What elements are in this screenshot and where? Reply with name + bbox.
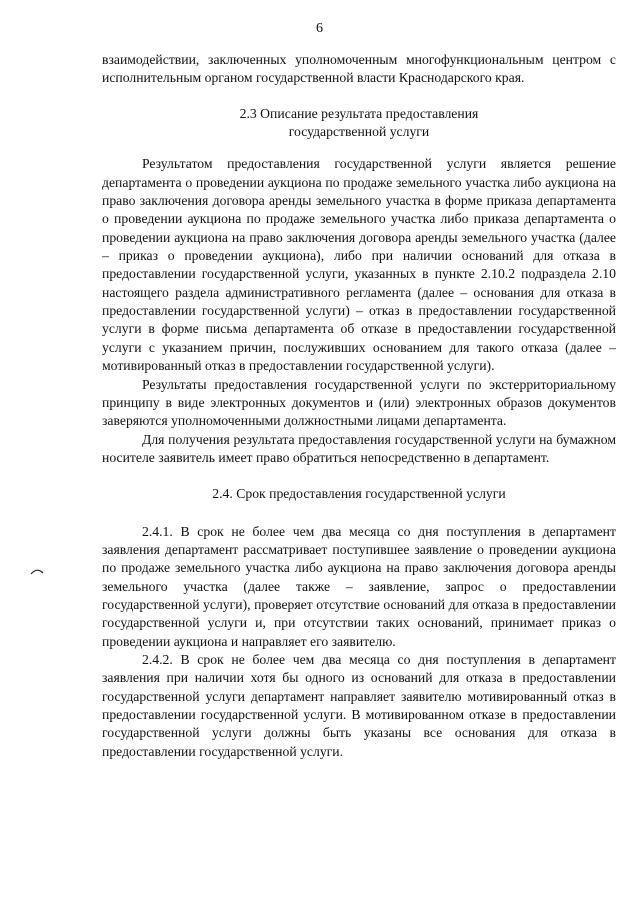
document-body	[102, 51, 616, 761]
paragraph-2-4-2: 2.4.2. В срок не более чем два месяца со дня поступления в департамент заявления при наличии хотя бы одного из оснований для отказа в предоставлении государственной услуги департамент направляет заявителю мотивированный отказ в предоставлении государственной услуги. В мотивированном отказе в предоставлении государственной услуги должны быть указаны все основания для отказа в предоставлении государственной услуги.	[102, 651, 616, 759]
paragraph-paper-result: Для получения результата предоставления государственной услуги на бумажном носителе заявитель имеет право обратиться непосредственно в департамент.	[102, 431, 616, 465]
section-heading-2-4: 2.4. Срок предоставления государственной услуги	[212, 486, 506, 502]
section-heading-2-3	[102, 105, 616, 142]
paragraph-result: Результатом предоставления государственной услуги является решение департамента о проведении аукциона по продаже земельного участка либо аукциона на право заключения договора аренды земельного участка в форме приказа департамента о проведении аукциона по продаже земельного участка либо приказа департамента о проведении аукциона на право заключения договора аренды земельного участка (далее – приказ о проведении аукциона), либо при наличии оснований для отказа в предоставлении государственной услуги, указанных в пункте 2.10.2 подраздела 2.10 настоящего раздела административного регламента (далее – основания для отказа в предоставлении государственной услуги) – отказ в предоставлении государственной услуги в форме письма департамента об отказе в предоставлении государственной услуги с указанием причин, послуживших основанием для такого отказа (далее – мотивированный отказ в предоставлении государственной услуги).	[102, 156, 616, 374]
page-number: 6	[316, 21, 323, 36]
section-heading-2-3-line2: государственной услуги	[288, 124, 430, 140]
intro-paragraph: взаимодействии, заключенных уполномоченным многофункциональным центром с исполнительным органом государственной власти Краснодарского края.	[102, 52, 616, 86]
paragraph-results-extraterritorial: Результаты предоставления государственной услуги по экстерриториальному принципу в виде электронных документов и (или) электронных образов документов заверяются уполномоченными должностными лицами департамента.	[102, 376, 616, 429]
margin-mark	[30, 566, 44, 576]
paragraph-2-4-1: 2.4.1. В срок не более чем два месяца со дня поступления в департамент заявления департамент рассматривает поступившее заявление о проведении аукциона по продаже земельного участка либо аукциона на право заключения договора аренды земельного участка (далее также – заявление, запрос о предоставлении государственной услуги), проверяет отсутствие оснований для отказа в предоставлении государственной услуги и, при отсутствии таких оснований, принимает приказ о проведении аукциона и направляет его заявителю.	[102, 523, 616, 649]
section-heading-2-3-line1: 2.3 Описание результата предоставления	[239, 105, 479, 121]
